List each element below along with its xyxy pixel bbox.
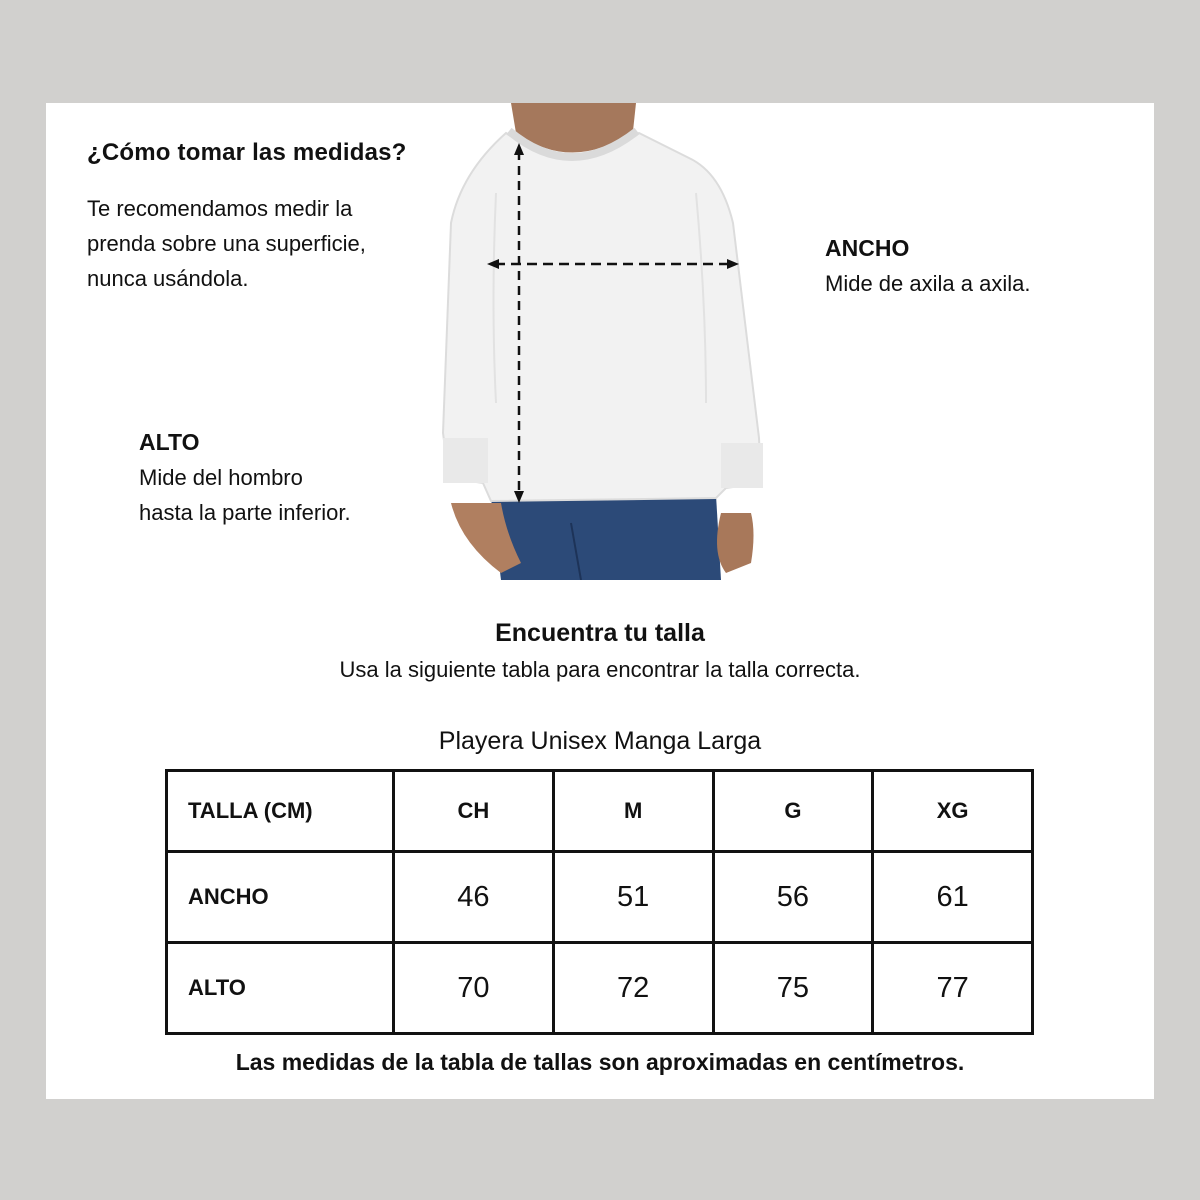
row-label-ancho: ANCHO [167, 852, 394, 943]
how-to-measure-body [87, 191, 427, 296]
table-cell: 51 [553, 852, 713, 943]
table-cell: 46 [394, 852, 554, 943]
size-table-header-row [167, 771, 1033, 852]
how-to-measure-line: nunca usándola. [87, 266, 249, 291]
header-cell-ch: CH [394, 771, 554, 852]
how-to-measure-line: prenda sobre una superficie, [87, 231, 366, 256]
table-cell: 61 [873, 852, 1033, 943]
ancho-instruction [825, 231, 1030, 301]
measurement-footnote: Las medidas de la tabla de tallas son aproximadas en centímetros. [235, 1049, 965, 1075]
how-to-measure-line: Te recomendamos medir la [87, 196, 353, 221]
table-row [167, 943, 1033, 1034]
size-table-title: Playera Unisex Manga Larga [438, 727, 762, 755]
table-row [167, 852, 1033, 943]
shirt-measurement-figure [421, 103, 781, 580]
table-cell: 72 [553, 943, 713, 1034]
table-cell: 77 [873, 943, 1033, 1034]
size-table [165, 769, 1034, 1035]
alto-instruction [139, 425, 351, 530]
ancho-description: Mide de axila a axila. [825, 271, 1031, 296]
find-size-title: Encuentra tu talla [495, 619, 705, 647]
alto-description-line: hasta la parte inferior. [139, 500, 351, 525]
table-cell: 56 [713, 852, 873, 943]
size-guide-card [46, 103, 1154, 1099]
header-cell-xg: XG [873, 771, 1033, 852]
header-cell-g: G [713, 771, 873, 852]
how-to-measure-title: ¿Cómo tomar las medidas? [87, 139, 407, 166]
header-cell-size-cm: TALLA (CM) [167, 771, 394, 852]
shirt-illustration [421, 103, 781, 580]
alto-label: ALTO [139, 429, 200, 455]
ancho-label: ANCHO [825, 235, 910, 261]
table-cell: 70 [394, 943, 554, 1034]
alto-description-line: Mide del hombro [139, 465, 303, 490]
row-label-alto: ALTO [167, 943, 394, 1034]
header-cell-m: M [553, 771, 713, 852]
table-cell: 75 [713, 943, 873, 1034]
find-size-subtitle: Usa la siguiente tabla para encontrar la talla correcta. [339, 657, 861, 682]
